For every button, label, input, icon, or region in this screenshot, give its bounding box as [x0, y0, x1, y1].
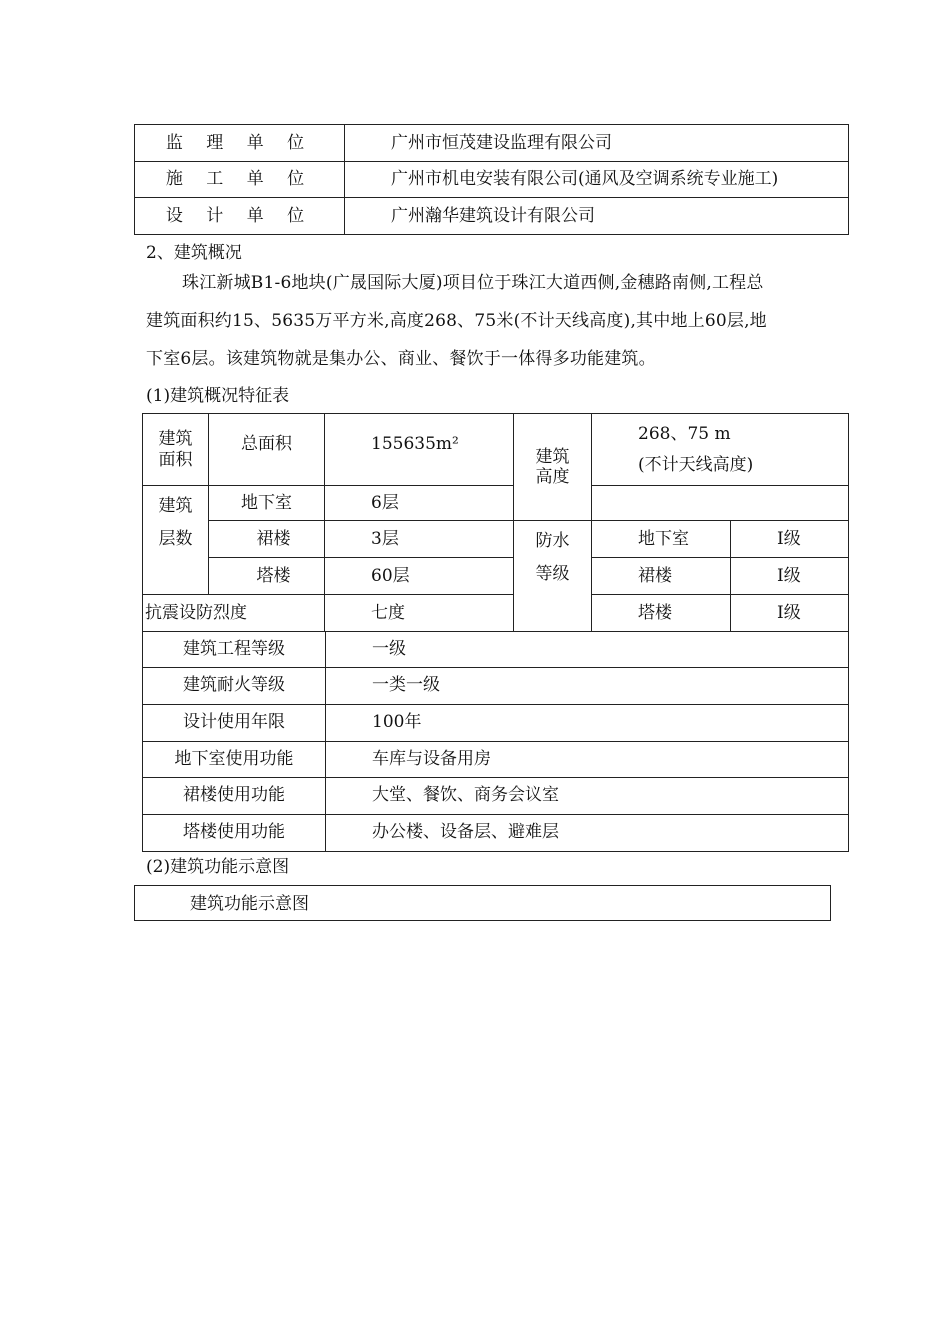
table-caption: (1)建筑概况特征表 [146, 386, 290, 406]
podium-value: 3层 [325, 521, 514, 558]
table-row [143, 704, 849, 741]
diagram-caption: (2)建筑功能示意图 [146, 857, 290, 877]
row-value: 办公楼、设备层、避难层 [326, 814, 849, 851]
wp-podium-value: I级 [731, 558, 849, 595]
table-row [143, 595, 849, 632]
unit-value: 广州市机电安装有限公司(通风及空调系统专业施工) [345, 162, 849, 198]
diagram-box-label: 建筑功能示意图 [190, 894, 309, 914]
area-label: 建筑 面积 [143, 414, 209, 486]
seismic-value: 七度 [325, 595, 514, 632]
feature-table [142, 413, 849, 632]
unit-label: 监 理 单 位 [135, 125, 345, 162]
wp-podium-label: 裙楼 [592, 558, 731, 595]
table-row [143, 777, 849, 814]
table-row [135, 125, 849, 162]
row-value: 车库与设备用房 [326, 741, 849, 777]
basement-label: 地下室 [209, 486, 325, 521]
table-row [143, 741, 849, 777]
total-area-label: 总面积 [209, 414, 325, 486]
row-label: 裙楼使用功能 [143, 777, 326, 814]
section-heading: 2、建筑概况 [146, 243, 242, 263]
unit-label: 设 计 单 位 [135, 198, 345, 235]
row-label: 设计使用年限 [143, 704, 326, 741]
wp-tower-label: 塔楼 [592, 595, 731, 632]
diagram-box [134, 885, 831, 921]
row-value: 大堂、餐饮、商务会议室 [326, 777, 849, 814]
unit-label: 施 工 单 位 [135, 162, 345, 198]
table-row [135, 198, 849, 235]
table-row [143, 486, 849, 521]
total-area-value: 155635m² [325, 414, 514, 486]
waterproof-label: 防水 等级 [514, 521, 592, 632]
floors-label: 建筑 层数 [143, 486, 209, 595]
feature-table-lower [142, 631, 849, 852]
table-row [143, 631, 849, 667]
height-value: 268、75 m (不计天线高度) [592, 414, 849, 486]
tower-label: 塔楼 [209, 558, 325, 595]
table-row [143, 814, 849, 851]
height-label: 建筑 高度 [514, 414, 592, 521]
row-value: 100年 [326, 704, 849, 741]
podium-label: 裙楼 [209, 521, 325, 558]
basement-value: 6层 [325, 486, 514, 521]
unit-value: 广州瀚华建筑设计有限公司 [345, 198, 849, 235]
unit-value: 广州市恒茂建设监理有限公司 [345, 125, 849, 162]
row-label: 地下室使用功能 [143, 741, 326, 777]
table-row [143, 414, 849, 486]
wp-basement-value: I级 [731, 521, 849, 558]
row-value: 一级 [326, 631, 849, 667]
seismic-label: 抗震设防烈度 [143, 595, 325, 632]
table-row [135, 162, 849, 198]
paragraph-line: 下室6层。该建筑物就是集办公、商业、餐饮于一体得多功能建筑。 [146, 349, 656, 369]
wp-tower-value: I级 [731, 595, 849, 632]
paragraph-line: 建筑面积约15、5635万平方米,高度268、75米(不计天线高度),其中地上60层,地 [146, 311, 767, 331]
row-value: 一类一级 [326, 667, 849, 704]
row-label: 建筑工程等级 [143, 631, 326, 667]
table-row [143, 667, 849, 704]
units-table [134, 124, 849, 235]
row-label: 建筑耐火等级 [143, 667, 326, 704]
row-label: 塔楼使用功能 [143, 814, 326, 851]
tower-value: 60层 [325, 558, 514, 595]
table-row [143, 521, 849, 558]
paragraph-line: 珠江新城B1-6地块(广晟国际大厦)项目位于珠江大道西侧,金穗路南侧,工程总 [182, 273, 764, 293]
table-row [143, 558, 849, 595]
wp-basement-label: 地下室 [592, 521, 731, 558]
